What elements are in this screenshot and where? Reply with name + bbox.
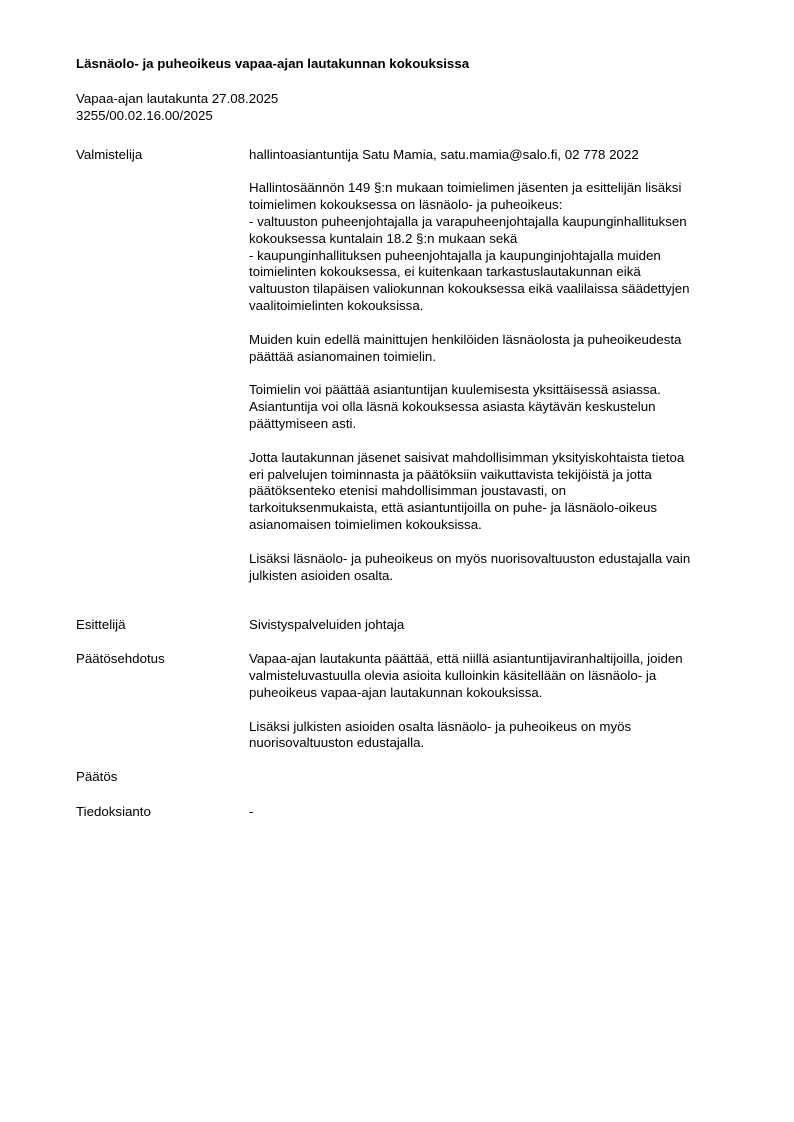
- text-line: kokouksessa kuntalain 18.2 §:n mukaan sekä: [249, 230, 518, 246]
- paatos-label: Päätös: [76, 769, 118, 785]
- tiedoksianto-value: -: [249, 803, 254, 819]
- paragraph: [249, 332, 746, 366]
- text-line: valtuuston tilapäisen valiokunnan kokouksessa eikä vaalilaissa säädettyjen: [249, 281, 690, 297]
- paragraph: [249, 551, 746, 585]
- valmistelija-label: Valmistelija: [76, 146, 143, 162]
- text-line: toimielinten kokouksessa, ei kuitenkaan tarkastuslautakunnan eikä: [249, 264, 641, 280]
- text-line: eri palvelujen toiminnasta ja päätöksiin vaikuttavista tekijöistä ja jotta: [249, 466, 652, 482]
- text-line: Toimielin voi päättää asiantuntijan kuulemisesta yksittäisessä asiassa.: [249, 382, 661, 398]
- esittelija-value: Sivistyspalveluiden johtaja: [249, 617, 405, 633]
- text-line: päätöksenteko etenisi mahdollisimman joustavasti, on: [249, 483, 567, 499]
- text-line: päättää asianomainen toimielin.: [249, 348, 437, 364]
- paragraph: [249, 382, 746, 432]
- section-esittelija: [76, 617, 746, 634]
- text-line: puheoikeus vapaa-ajan lautakunnan kokouksissa.: [249, 684, 543, 700]
- text-line: Vapaa-ajan lautakunta päättää, että niillä asiantuntijaviranhaltijoilla, joiden: [249, 651, 683, 667]
- esittelija-label: Esittelijä: [76, 617, 126, 633]
- paragraph: [249, 180, 746, 314]
- text-line: - kaupunginhallituksen puheenjohtajalla ja kaupunginjohtajalla muiden: [249, 247, 661, 263]
- document-meta: [76, 91, 746, 125]
- section-paatos: [76, 769, 746, 786]
- paragraph: [249, 719, 746, 753]
- contact-line: hallintoasiantuntija Satu Mamia, satu.mamia@salo.fi, 02 778 2022: [249, 146, 639, 162]
- valmistelija-content: [249, 147, 746, 585]
- text-line: Lisäksi julkisten asioiden osalta läsnäolo- ja puheoikeus on myös: [249, 718, 632, 734]
- paatosehdotus-content: [249, 651, 746, 752]
- text-line: toimielimen kokouksessa on läsnäolo- ja puheoikeus:: [249, 197, 563, 213]
- text-line: vaalitoimielinten kokouksissa.: [249, 297, 424, 313]
- section-tiedoksianto: [76, 804, 746, 821]
- section-paatosehdotus: [76, 651, 746, 752]
- text-line: valmisteluvastuulla olevia asioita kulloinkin käsitellään on läsnäolo- ja: [249, 667, 657, 683]
- valmistelija-contact: [249, 147, 746, 164]
- section-valmistelija: [76, 147, 746, 585]
- text-line: Lisäksi läsnäolo- ja puheoikeus on myös nuorisovaltuuston edustajalla vain: [249, 550, 691, 566]
- paatosehdotus-label: Päätösehdotus: [76, 651, 165, 667]
- tiedoksianto-label: Tiedoksianto: [76, 803, 151, 819]
- text-line: Asiantuntija voi olla läsnä kokouksessa asiasta käytävän keskustelun: [249, 399, 656, 415]
- meeting-info: Vapaa-ajan lautakunta 27.08.2025: [76, 91, 279, 106]
- text-line: tarkoituksenmukaista, että asiantuntijoilla on puhe- ja läsnäolo-oikeus: [249, 500, 658, 516]
- text-line: päättymiseen asti.: [249, 415, 357, 431]
- text-line: Jotta lautakunnan jäsenet saisivat mahdollisimman yksityiskohtaista tietoa: [249, 449, 685, 465]
- text-line: - valtuuston puheenjohtajalla ja varapuheenjohtajalla kaupunginhallituksen: [249, 213, 687, 229]
- text-line: Muiden kuin edellä mainittujen henkilöiden läsnäolosta ja puheoikeudesta: [249, 331, 682, 347]
- reference-number: 3255/00.02.16.00/2025: [76, 107, 213, 123]
- text-line: Hallintosäännön 149 §:n mukaan toimielimen jäsenten ja esittelijän lisäksi: [249, 180, 682, 196]
- text-line: julkisten asioiden osalta.: [249, 567, 394, 583]
- paragraph: [249, 450, 746, 534]
- text-line: asianomaisen toimielimen kokouksissa.: [249, 516, 482, 532]
- text-line: nuorisovaltuuston edustajalla.: [249, 735, 425, 751]
- paragraph: [249, 651, 746, 701]
- document-page: [76, 56, 746, 821]
- document-title: Läsnäolo- ja puheoikeus vapaa-ajan lautakunnan kokouksissa: [76, 56, 470, 71]
